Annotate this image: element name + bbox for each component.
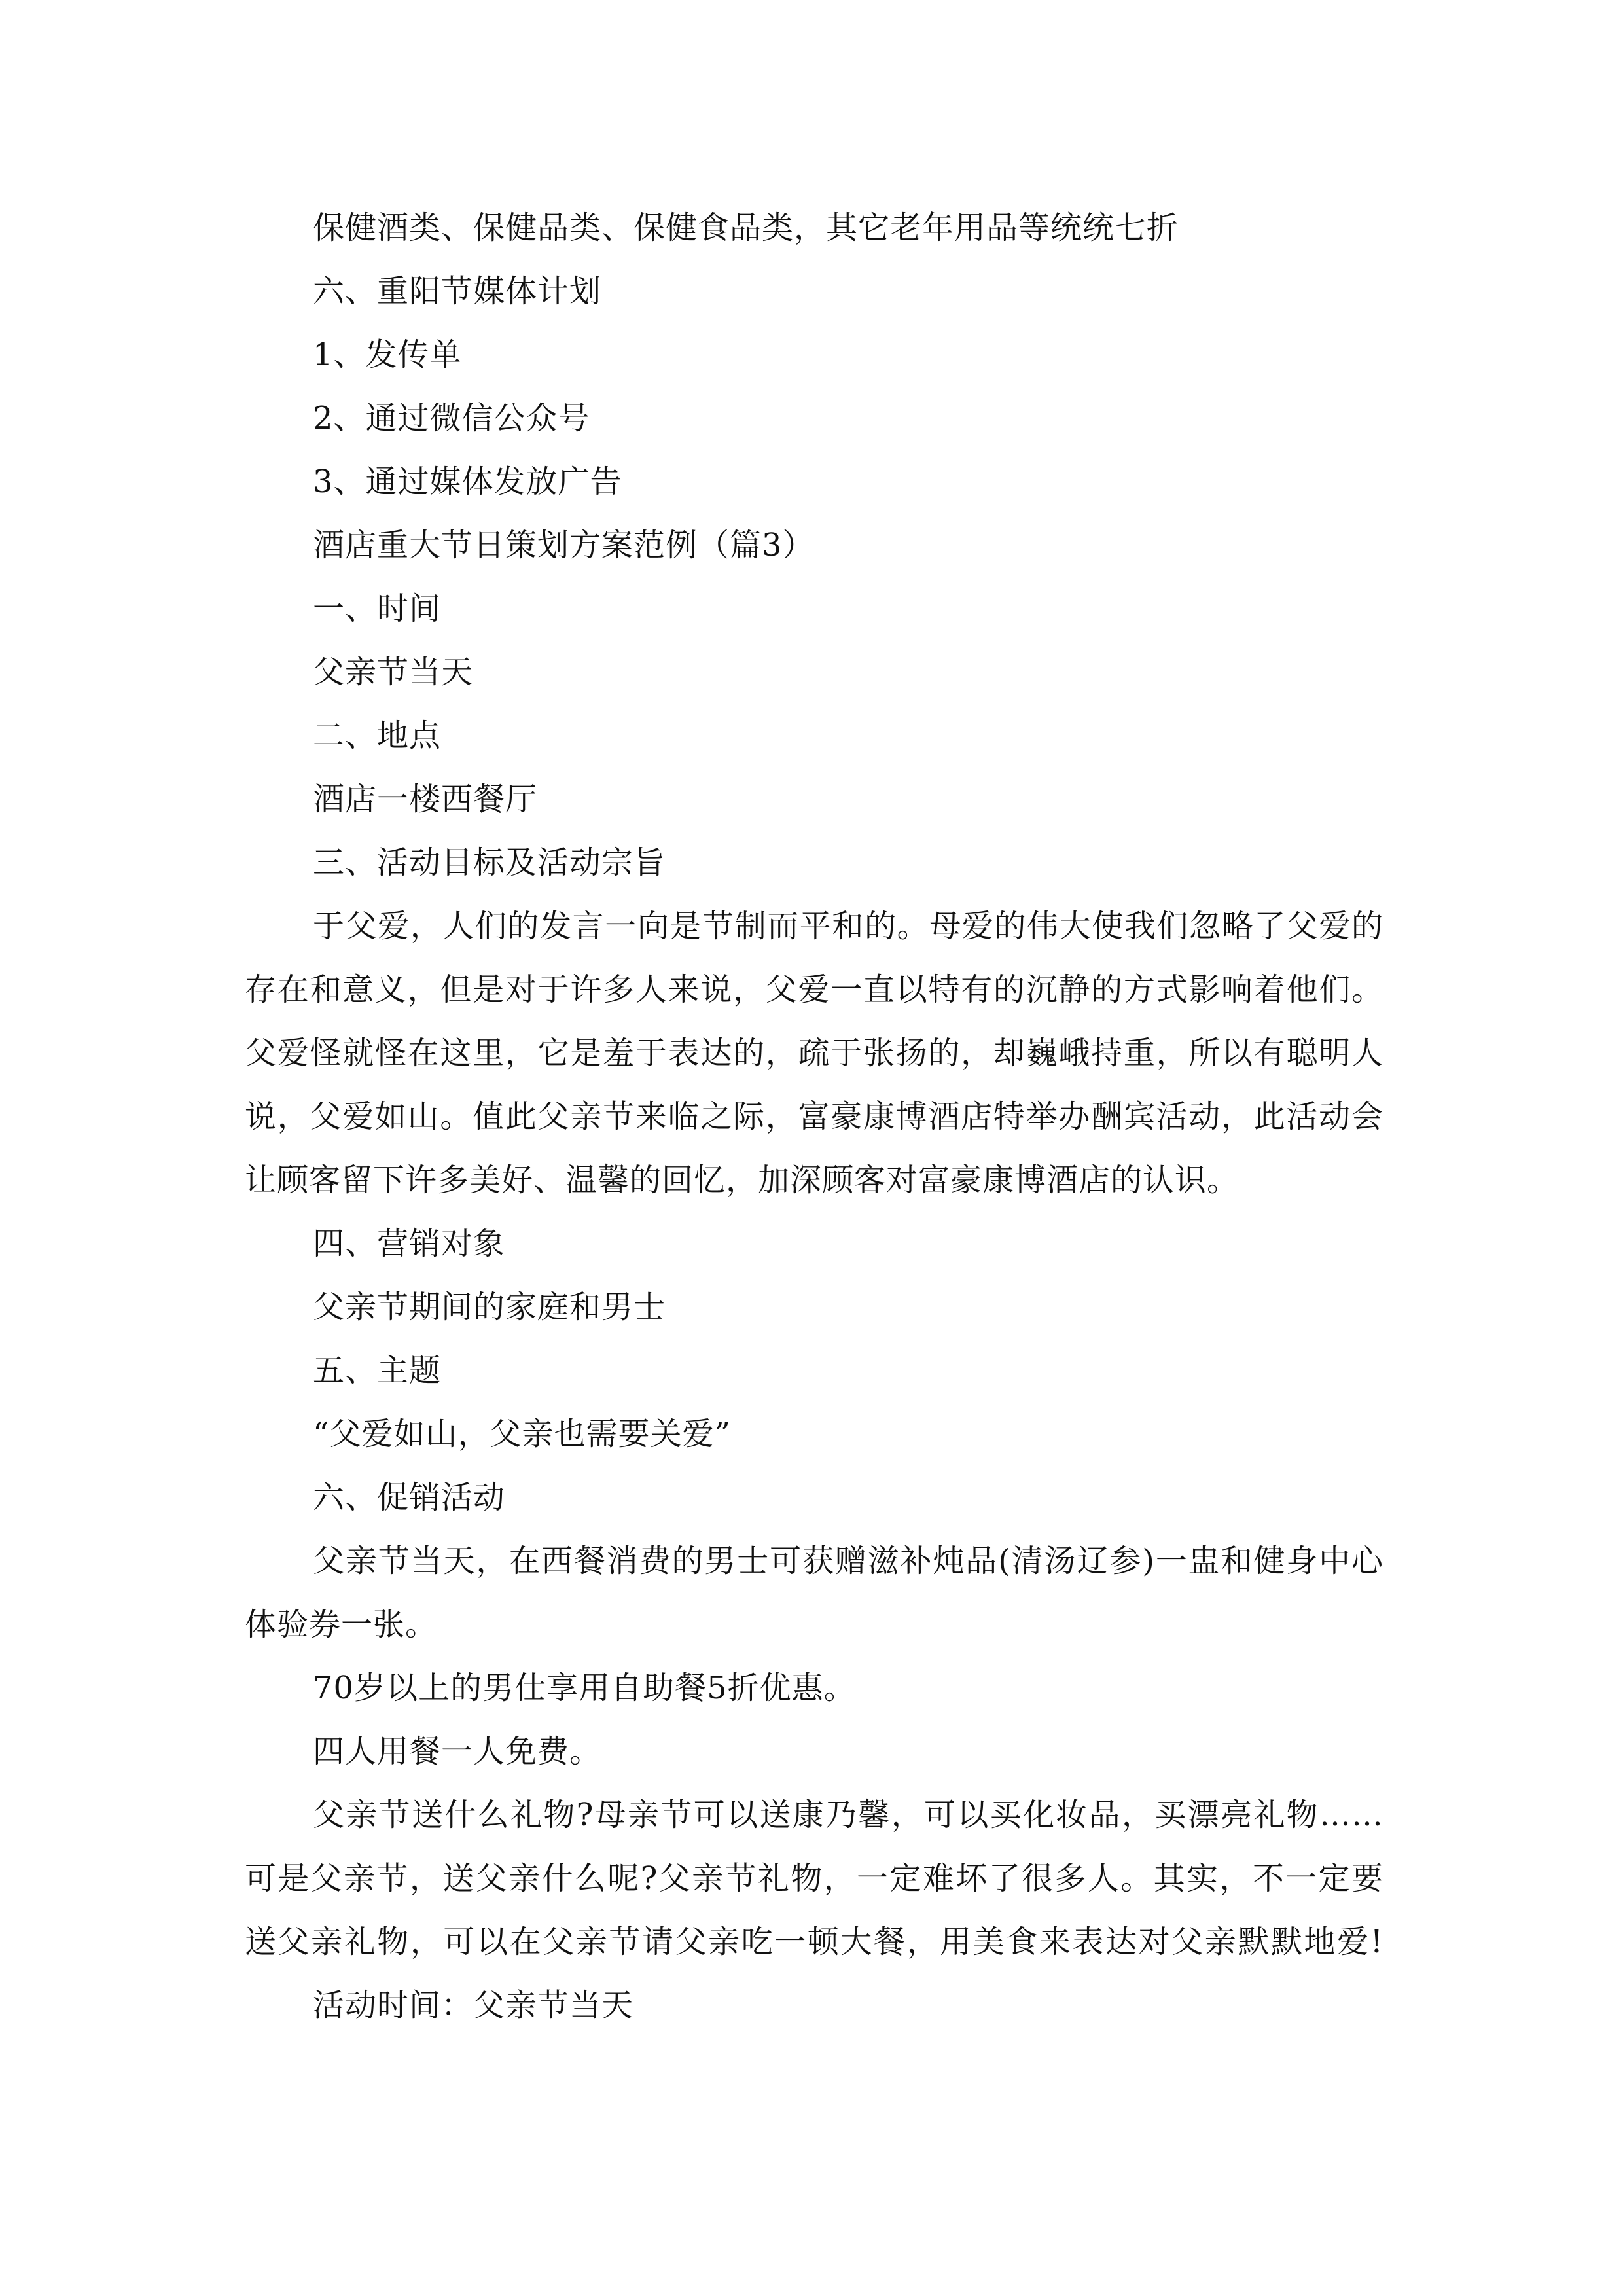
paragraph-line: 说，父爱如山。值此父亲节来临之际，富豪康博酒店特举办酬宾活动，此活动会 <box>245 1098 1383 1135</box>
section-heading: 六、重阳节媒体计划 <box>313 273 602 310</box>
paragraph-line: 让顾客留下许多美好、温馨的回忆，加深顾客对富豪康博酒店的认识。 <box>245 1162 1240 1198</box>
list-item: 3、通过媒体发放广告 <box>313 463 622 500</box>
section-heading: 一、时间 <box>313 590 442 627</box>
paragraph-line: 可是父亲节，送父亲什么呢?父亲节礼物，一定难坏了很多人。其实，不一定要 <box>245 1860 1383 1897</box>
text-line: 70岁以上的男仕享用自助餐5折优惠。 <box>313 1670 856 1706</box>
list-item: 2、通过微信公众号 <box>313 400 590 437</box>
list-item: 1、发传单 <box>313 336 462 373</box>
text-line: 酒店一楼西餐厅 <box>313 781 538 817</box>
text-line: 父亲节当天 <box>313 654 474 691</box>
section-heading: 五、主题 <box>313 1352 442 1389</box>
paragraph-line: 父亲节当天，在西餐消费的男士可获赠滋补炖品(清汤辽参)一盅和健身中心 <box>313 1543 1383 1579</box>
article-title: 酒店重大节日策划方案范例（篇3） <box>313 527 815 564</box>
section-heading: 六、促销活动 <box>313 1479 506 1516</box>
text-line: 四人用餐一人免费。 <box>313 1733 602 1770</box>
section-heading: 四、营销对象 <box>313 1225 506 1262</box>
text-line: 活动时间：父亲节当天 <box>313 1987 634 2024</box>
text-line: 父亲节期间的家庭和男士 <box>313 1289 666 1325</box>
paragraph-line: 送父亲礼物，可以在父亲节请父亲吃一顿大餐，用美食来表达对父亲默默地爱! <box>245 1924 1383 1960</box>
paragraph-line: 父亲节送什么礼物?母亲节可以送康乃馨，可以买化妆品，买漂亮礼物…… <box>313 1797 1383 1833</box>
text-line: 保健酒类、保健品类、保健食品类，其它老年用品等统统七折 <box>313 209 1179 246</box>
paragraph-line: 于父爱，人们的发言一向是节制而平和的。母爱的伟大使我们忽略了父爱的 <box>313 908 1383 944</box>
text-line: “父爱如山，父亲也需要关爱” <box>313 1416 732 1452</box>
section-heading: 三、活动目标及活动宗旨 <box>313 844 666 881</box>
paragraph-line: 体验券一张。 <box>245 1606 438 1643</box>
section-heading: 二、地点 <box>313 717 442 754</box>
paragraph-line: 存在和意义，但是对于许多人来说，父爱一直以特有的沉静的方式影响着他们。 <box>245 971 1383 1008</box>
paragraph-line: 父爱怪就怪在这里，它是羞于表达的，疏于张扬的，却巍峨持重，所以有聪明人 <box>245 1035 1383 1071</box>
